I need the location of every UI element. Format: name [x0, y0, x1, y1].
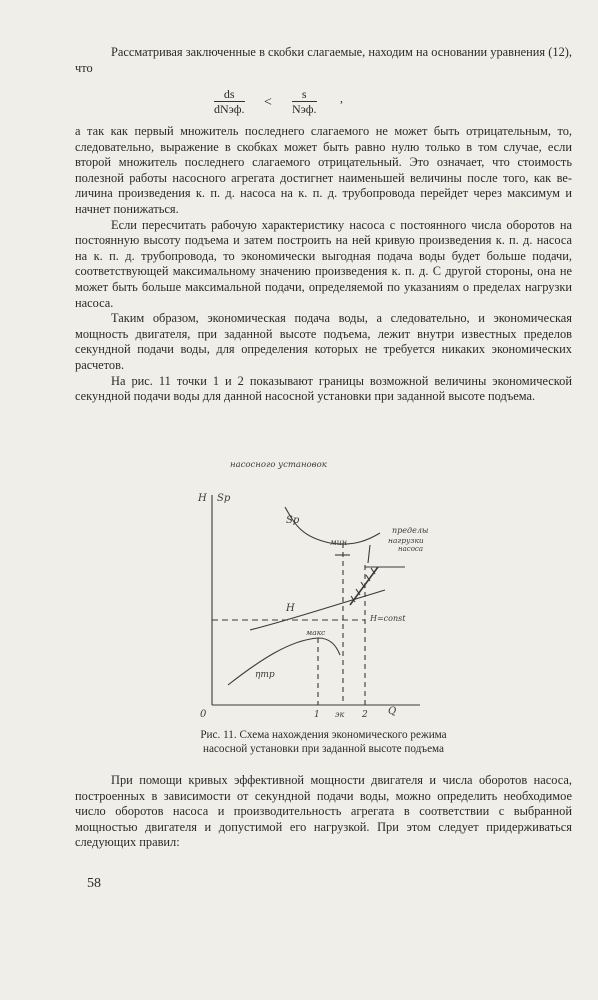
curve-label-eta: ηтр	[255, 670, 275, 680]
formula-inequality	[200, 87, 400, 121]
figure-top-label: насосного установок	[230, 460, 327, 470]
paragraph-5: На рис. 11 точки 1 и 2 показывают границы возможной величины экономической секундной подачи воды для данной насосной установки при заданной высоте подъема.	[75, 373, 572, 404]
origin-label: 0	[200, 709, 207, 720]
fraction-right-numerator: s	[292, 87, 317, 102]
less-than-sign: <	[264, 95, 272, 110]
fraction-left-numerator: ds	[214, 87, 245, 102]
label-limits-2: нагрузки	[388, 536, 424, 545]
paragraph-6: При помощи кривых эффективной мощности двигателя и числа оборотов насоса, построенных в зависимости от секундной подачи воды, можно определить необходимое число оборотов насоса и производительность агрегата в соответствии с выбранной мощностью двигателя и допустимой его нагрузкой. При этом следует придерживаться следующих правил:	[75, 773, 572, 850]
formula-comma: ,	[340, 91, 343, 105]
fraction-left-denominator: dNэф.	[214, 102, 245, 116]
figure-caption	[75, 728, 572, 756]
axis-label-sp: Sp	[217, 493, 231, 504]
tick-label-2: 2	[362, 710, 368, 720]
fraction-right	[292, 87, 317, 117]
curve-label-sp: Sp	[286, 515, 300, 526]
paragraph-intro	[75, 45, 572, 76]
curve-label-h: H	[286, 603, 295, 614]
page-number: 58	[87, 876, 101, 891]
label-h-const: H=const	[370, 614, 406, 623]
limit-pointer	[368, 545, 370, 563]
figure-diagram	[190, 455, 440, 720]
tick-label-ek: эк	[335, 710, 345, 719]
body-text-top	[75, 124, 572, 405]
tick-label-1: 1	[314, 710, 320, 720]
paragraph-4: Таким образом, экономическая подача воды, а следовательно, и экономическая мощность двигателя, при заданной высоте подъема, лежит внутри известных пределов секундной подачи воды, для определения которых не требуется никаких экономических расчетов.	[75, 311, 572, 372]
label-min: мин	[330, 538, 348, 547]
paragraph-2: а так как первый множитель последнего слагаемого не может быть отрицательным, то, следовательно, выражение в скобках может быть равно нулю только в том случае, если второй множитель последнего слагаемого отрицательный. Это означает, что стоимость полезной работы насосного агрегата достигнет наименьшей величины после того, как величина произведения к. п. д. насоса на к. п. д. трубопровода перейдет через максимум и начнет понижаться.	[75, 124, 572, 216]
body-text-bottom	[75, 773, 572, 851]
caption-line-1: Рис. 11. Схема нахождения экономического режима	[200, 729, 447, 741]
label-limits-1: пределы	[392, 526, 429, 535]
axis-label-h: H	[198, 493, 207, 504]
figure-11	[190, 455, 440, 720]
label-limits-3: насоса	[398, 545, 424, 553]
caption-line-2: насосной установки при заданной высоте подъема	[202, 743, 445, 755]
paragraph-3: Если пересчитать рабочую характеристику насоса с постоянного числа оборотов на постоянную высоту подъема и затем построить на ней кривую произведения к. п. д. насоса на к. п. д. трубопровода, то экономически выгодная подача воды будет больше подачи, соответствующей максимальному значению произведения к. п. д. С другой стороны, она не может быть больше максимальной подачи, определяемой по указаниям о пределах нагрузки насоса.	[75, 217, 572, 310]
label-max: макс	[306, 628, 326, 637]
paragraph-1: Рассматривая заключенные в скобки слагаемые, находим на основании уравнения (12), что	[75, 45, 572, 75]
curve-eta	[228, 638, 340, 685]
fraction-right-denominator: Nэф.	[292, 102, 317, 116]
axis-label-q: Q	[388, 706, 397, 717]
fraction-left	[214, 87, 245, 117]
